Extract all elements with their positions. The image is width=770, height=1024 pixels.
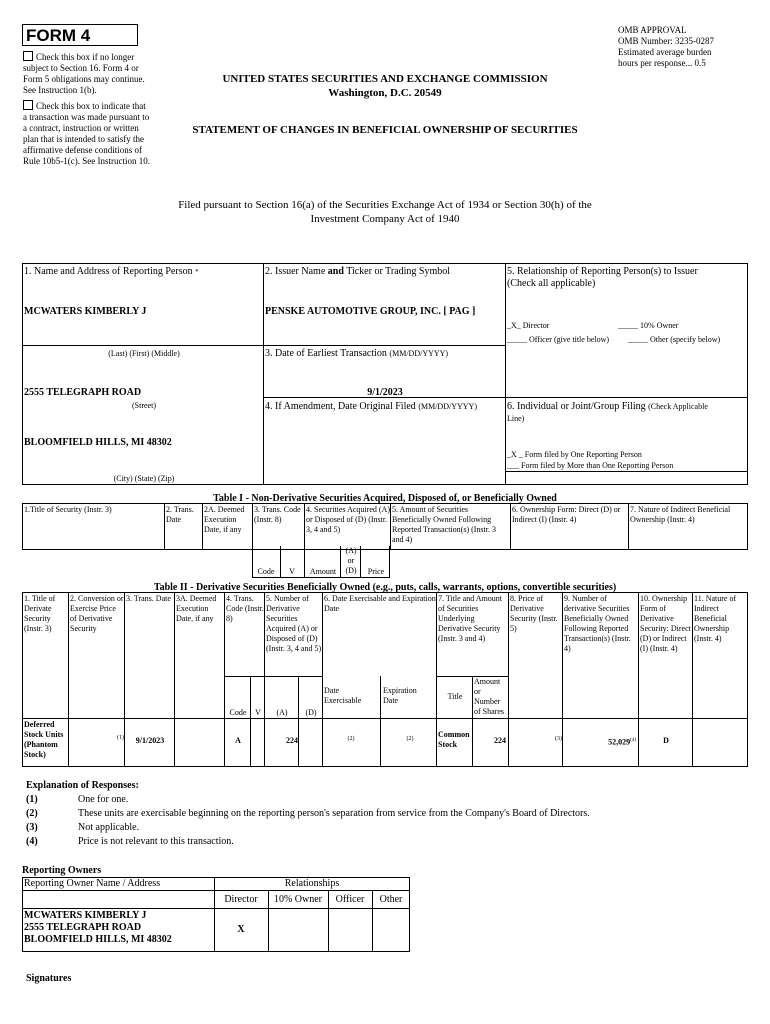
t2-row-security: Deferred Stock Units (Phantom Stock) [24, 720, 64, 759]
checkbox-icon[interactable] [23, 51, 33, 61]
table2-title: Table II - Derivative Securities Beneficially Owned (e.g., puts, calls, warrants, options, convertible securities) [153, 582, 617, 593]
t2-col-title: 1. Title of Derivate Security (Instr. 3) [24, 594, 56, 633]
statement-title: STATEMENT OF CHANGES IN BENEFICIAL OWNERSHIP OF SECURITIES [192, 124, 578, 136]
owners-col-director: Director [224, 894, 258, 905]
t2-col-date: 3. Trans. Date [126, 594, 171, 603]
t2-row-expiration-ref: (2) [406, 736, 414, 742]
owner-director-mark: X [237, 924, 245, 935]
form-title-box [22, 24, 138, 46]
owners-title: Reporting Owners [22, 865, 102, 876]
t2-sub-v: V [255, 708, 261, 717]
t2-row-form: D [663, 736, 669, 745]
omb-number: OMB Number: 3235-0287 [618, 36, 714, 46]
owners-col-officer: Officer [335, 894, 365, 905]
reporting-person-city: BLOOMFIELD HILLS, MI 48302 [24, 437, 172, 448]
filing-one-person[interactable]: _X _ Form filed by One Reporting Person [507, 450, 642, 459]
t2-row-acquired: 224 [286, 736, 298, 745]
t2-col-price: 8. Price of Derivative Security (Instr. 5) [510, 594, 558, 633]
form-title: FORM 4 [26, 26, 91, 45]
t2-sub-title: Title [447, 692, 463, 701]
t2-col-ownership: 10. Ownership Form of Derivative Security: Direct (D) or Indirect (I) (Instr. 4) [640, 594, 691, 653]
t2-row-conversion-ref: (1) [117, 735, 124, 741]
t1-col-title: 1.Title of Security (Instr. 3) [24, 505, 112, 514]
explanation-item: (3) Not applicable. [26, 822, 140, 833]
explanation-title: Explanation of Responses: [26, 780, 139, 791]
t2-col-underlying: 7. Title and Amount of Securities Underlying Derivative Security (Instr. 3 and 4) [438, 594, 503, 643]
signatures-title: Signatures [26, 973, 72, 984]
relationship-ten-percent[interactable]: _____ 10% Owner [618, 321, 679, 330]
t2-col-deemed: 3A. Deemed Execution Date, if any [176, 594, 217, 623]
omb-approval: OMB APPROVAL [618, 25, 687, 35]
earliest-transaction-date: 9/1/2023 [367, 387, 403, 398]
owners-col-ten: 10% Owner [273, 894, 323, 905]
omb-approval-block [618, 25, 758, 69]
t2-col-code: 4. Trans. Code (Instr. 8) [226, 594, 264, 623]
reporting-person-label: 1. Name and Address of Reporting Person * [24, 266, 199, 277]
relationship-director[interactable]: _X_ Director [507, 321, 550, 330]
explanation-item: (1) One for one. [26, 794, 129, 805]
explanation-list [26, 794, 746, 850]
relationship-other[interactable]: _____ Other (specify below) [628, 335, 721, 344]
t1-sub-ad: (A) or (D) [345, 546, 357, 575]
t2-col-number: 5. Number of Derivative Securities Acquired (A) or Disposed of (D) (Instr. 3, 4 and 5) [266, 594, 322, 653]
t2-col-exercisable: 6. Date Exercisable and Expiration Date [324, 594, 436, 613]
t1-col-date: 2. Trans. Date [166, 505, 194, 524]
relationship-officer[interactable]: _____ Officer (give title below) [507, 335, 610, 344]
t2-sub-date-exercisable: Date Exercisable [324, 686, 362, 705]
agency-location: Washington, D.C. 20549 [328, 87, 442, 99]
t1-col-owned: 5. Amount of Securities Beneficially Owned Following Reported Transaction(s) (Instr. 3 and 4) [392, 505, 496, 544]
t2-row-code: A [235, 736, 241, 745]
earliest-transaction-label: 3. Date of Earliest Transaction (MM/DD/YYYY) [265, 348, 449, 359]
agency-name: UNITED STATES SECURITIES AND EXCHANGE COMMISSION [222, 73, 548, 85]
t2-sub-amount: Amount or Number of Shares [474, 677, 504, 716]
checkbox-icon[interactable] [23, 100, 33, 110]
t2-row-date: 9/1/2023 [135, 736, 165, 745]
street-legend: (Street) [132, 401, 156, 410]
t1-sub-amount: Amount [309, 567, 337, 576]
t2-col-conversion: 2. Conversion or Exercise Price of Derivative Security [70, 594, 124, 633]
filing-label: 6. Individual or Joint/Group Filing (Check Applicable Line) [507, 401, 708, 423]
checkbox-rule-10b5-1[interactable]: Check this box to indicate that a transaction was made pursuant to a contract, instruction or written plan that is intended to satisfy the affirmative defense conditions of Rule 10b5-1(c). See Instruction 10. [23, 101, 150, 166]
omb-hours: hours per response... 0.5 [618, 58, 706, 68]
omb-burden: Estimated average burden [618, 47, 712, 57]
filing-more-than-one[interactable]: ___ Form filed by More than One Reporting Person [507, 461, 674, 470]
t2-sub-d: (D) [305, 708, 317, 717]
t1-sub-v: V [289, 567, 295, 576]
owner-address: MCWATERS KIMBERLY J 2555 TELEGRAPH ROAD BLOOMFIELD HILLS, MI 48302 [24, 910, 172, 945]
t1-sub-price: Price [367, 567, 385, 576]
t2-col-owned: 9. Number of derivative Securities Beneficially Owned Following Reported Transaction(s) (Instr. 4) [564, 594, 631, 653]
owners-col-other: Other [379, 894, 403, 905]
explanation-item: (2) These units are exercisable beginning on the reporting person's separation from service from the Company's Board of Directors. [26, 808, 590, 819]
owners-col-name: Reporting Owner Name / Address [24, 878, 161, 889]
t2-sub-a: (A) [276, 708, 288, 717]
t1-col-deemed: 2A. Deemed Execution Date, if any [204, 505, 245, 534]
t2-row-amount: 224 [494, 736, 506, 745]
t1-col-ownership: 6. Ownership Form: Direct (D) or Indirect (I) (Instr. 4) [512, 505, 621, 524]
city-legend: (City) (State) (Zip) [113, 474, 175, 483]
table1-title: Table I - Non-Derivative Securities Acquired, Disposed of, or Beneficially Owned [213, 493, 557, 504]
t2-row-price-ref: (3) [555, 736, 562, 742]
relationship-label: 5. Relationship of Reporting Person(s) to Issuer (Check all applicable) [507, 266, 698, 289]
reporting-person-name: MCWATERS KIMBERLY J [24, 306, 147, 317]
t1-col-nature: 7. Nature of Indirect Beneficial Ownership (Instr. 4) [630, 505, 731, 524]
t1-sub-code: Code [257, 567, 275, 576]
issuer-label: 2. Issuer Name and Ticker or Trading Symbol [265, 266, 451, 277]
reporting-person-street: 2555 TELEGRAPH ROAD [24, 387, 142, 398]
t2-sub-code: Code [229, 708, 247, 717]
amendment-label: 4. If Amendment, Date Original Filed (MM/DD/YYYY) [265, 401, 477, 412]
issuer-name: PENSKE AUTOMOTIVE GROUP, INC. [ PAG ] [265, 306, 476, 317]
t2-row-owned: 52,029$^{(4)}$ [608, 737, 636, 747]
t2-sub-expiration: Expiration Date [383, 686, 417, 705]
t2-row-title: Common Stock [438, 730, 470, 749]
t1-col-acquired: 4. Securities Acquired (A) or Disposed of (D) (Instr. 3, 4 and 5) [306, 505, 390, 534]
t2-row-exercisable-ref: (2) [347, 736, 355, 742]
t1-col-code: 3. Trans. Code (Instr. 8) [254, 505, 301, 524]
name-legend: (Last) (First) (Middle) [108, 349, 180, 358]
checkbox-no-longer-subject[interactable]: Check this box if no longer subject to Section 16. Form 4 or Form 5 obligations may continue. See Instruction 1(b). [23, 52, 145, 95]
t2-col-nature: 11. Nature of Indirect Beneficial Ownership (Instr. 4) [694, 594, 737, 643]
explanation-item: (4) Price is not relevant to this transaction. [26, 836, 234, 847]
owners-col-relationships: Relationships [284, 878, 340, 889]
filed-pursuant: Filed pursuant to Section 16(a) of the Securities Exchange Act of 1934 or Section 30(h) of the Investment Company Act of 1940 [178, 199, 592, 225]
